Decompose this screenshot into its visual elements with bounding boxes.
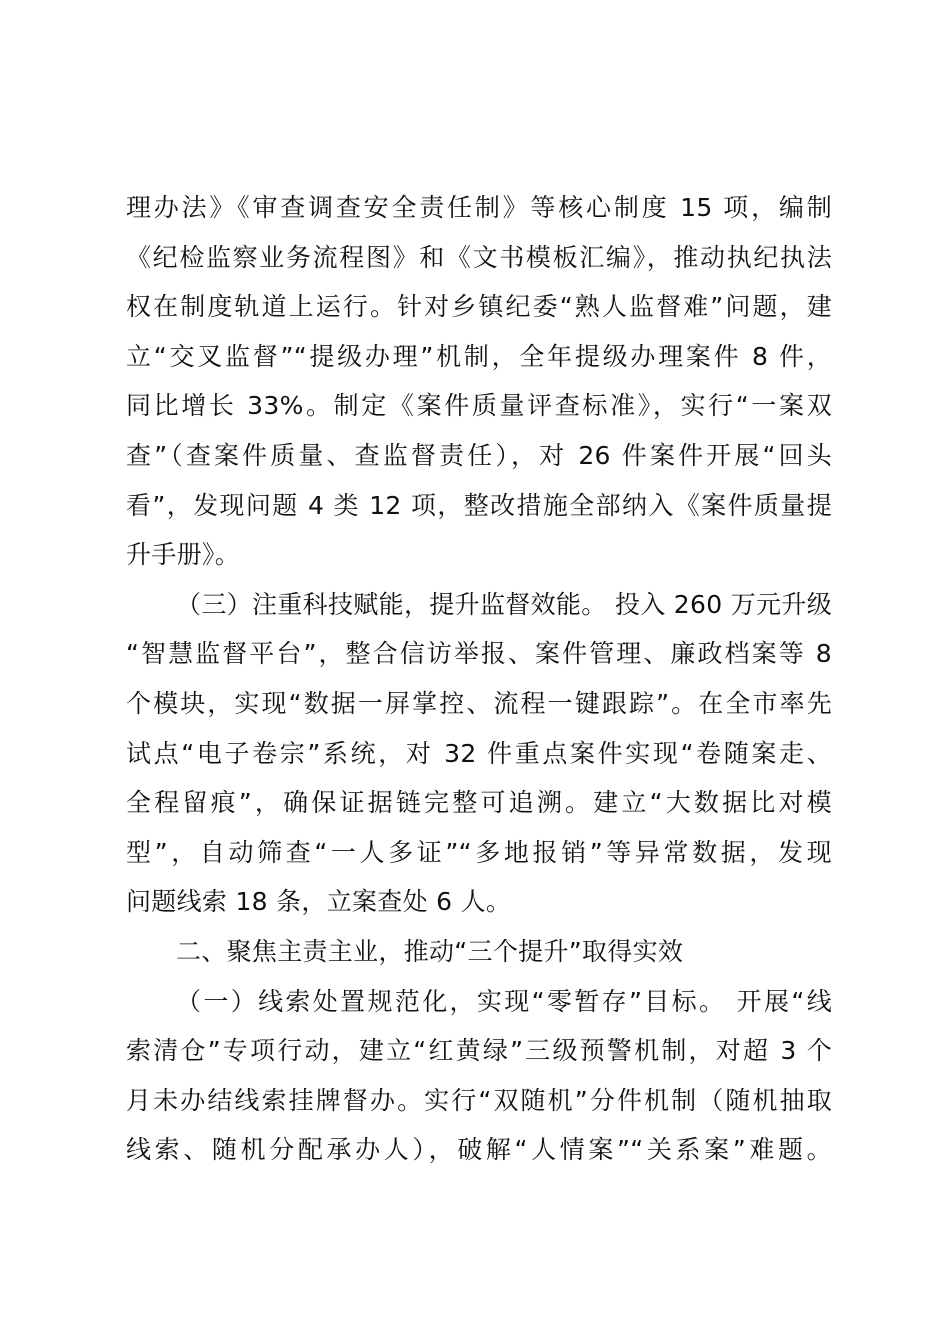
text-line: 理办法》《审查调查安全责任制》等核心制度 15 项，编制 <box>126 193 832 222</box>
text-line: 看”，发现问题 4 类 12 项，整改措施全部纳入《案件质量提 <box>126 490 832 520</box>
text-line: 全程留痕”，确保证据链完整可追溯。建立“大数据比对模 <box>126 788 832 818</box>
text-line: 《纪检监察业务流程图》和《文书模板汇编》，推动执纪执法 <box>126 242 832 272</box>
text-line: 立“交叉监督”“提级办理”机制，全年提级办理案件 8 件， <box>126 341 832 371</box>
chapter-heading: 二、聚焦主责主业，推动“三个提升”取得实效 <box>176 936 684 966</box>
text-line: 权在制度轨道上运行。针对乡镇纪委“熟人监督难”问题，建 <box>126 292 832 322</box>
section-heading-line: （三）注重科技赋能，提升监督效能。 投入 260 万元升级 <box>176 589 832 619</box>
text-line: 型”，自动筛查“一人多证”“多地报销”等异常数据，发现 <box>126 837 832 867</box>
paragraph-end-line: 问题线索 18 条，立案查处 6 人。 <box>126 887 512 917</box>
text-line: 个模块，实现“数据一屏掌控、流程一键跟踪”。在全市率先 <box>126 688 832 718</box>
text-line: “智慧监督平台”，整合信访举报、案件管理、廉政档案等 8 <box>126 639 832 669</box>
text-line: 线索、随机分配承办人），破解“人情案”“关系案”难题。 <box>126 1135 832 1165</box>
paragraph-end-line: 升手册》。 <box>126 540 241 570</box>
section-heading-line: （一）线索处置规范化，实现“零暂存”目标。 开展“线 <box>176 986 832 1016</box>
text-line: 同比增长 33%。制定《案件质量评查标准》，实行“一案双 <box>126 391 832 421</box>
text-line: 索清仓”专项行动，建立“红黄绿”三级预警机制，对超 3 个 <box>126 1036 832 1066</box>
text-line: 试点“电子卷宗”系统，对 32 件重点案件实现“卷随案走、 <box>126 738 832 768</box>
text-line: 月未办结线索挂牌督办。实行“双随机”分件机制（随机抽取 <box>126 1085 832 1115</box>
text-line: 查”（查案件质量、查监督责任），对 26 件案件开展“回头 <box>126 440 832 470</box>
document-body <box>126 183 832 1175</box>
